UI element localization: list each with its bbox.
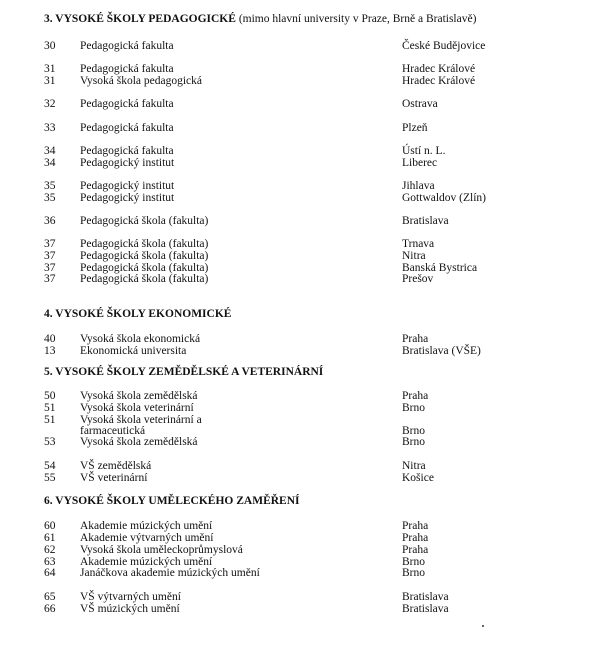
item-number: 63	[44, 556, 56, 568]
item-name: Vysoká škola pedagogická	[80, 75, 202, 87]
item-name: Akademie múzických umění	[80, 556, 213, 568]
list-item	[0, 63, 601, 75]
list-item	[0, 436, 601, 448]
item-number: 64	[44, 567, 56, 579]
item-number: 35	[44, 180, 56, 192]
item-name: Vysoká škola veterinární	[80, 402, 194, 414]
section-title: 4. VYSOKÉ ŠKOLY EKONOMICKÉ	[44, 308, 232, 320]
item-name: Vysoká škola uměleckoprůmyslová	[80, 544, 243, 556]
item-city: Praha	[402, 532, 429, 544]
list-item	[0, 157, 601, 169]
item-city: Nitra	[402, 460, 426, 472]
item-number: 36	[44, 215, 56, 227]
list-item	[0, 520, 601, 532]
item-name: Akademie výtvarných umění	[80, 532, 214, 544]
item-number: 51	[44, 402, 56, 414]
item-city: Trnava	[402, 238, 435, 250]
item-name: Pedagogický institut	[80, 192, 175, 204]
section-title: 5. VYSOKÉ ŠKOLY ZEMĚDĚLSKÉ A VETERINÁRNÍ	[44, 366, 324, 378]
item-city: Praha	[402, 333, 429, 345]
list-item	[0, 603, 601, 615]
section-heading-economic	[44, 308, 231, 320]
item-number: 37	[44, 250, 56, 262]
list-item	[0, 390, 601, 402]
item-city: Brno	[402, 425, 425, 437]
section-heading-pedagogical	[44, 13, 476, 25]
item-number: 66	[44, 603, 56, 615]
item-number: 13	[44, 345, 56, 357]
item-name: Pedagogická škola (fakulta)	[80, 215, 209, 227]
item-name: VŠ veterinární	[80, 472, 148, 484]
list-item	[0, 567, 601, 579]
item-name: Ekonomická universita	[80, 345, 187, 357]
item-city: Prešov	[402, 273, 434, 285]
item-name: VŠ múzických umění	[80, 603, 180, 615]
list-item	[0, 250, 601, 262]
item-number: 34	[44, 145, 56, 157]
item-number: 62	[44, 544, 56, 556]
item-name: Pedagogický institut	[80, 157, 175, 169]
list-item	[0, 180, 601, 192]
item-city: Bratislava	[402, 215, 449, 227]
item-name: VŠ výtvarných umění	[80, 591, 181, 603]
item-number: 50	[44, 390, 56, 402]
list-item	[0, 532, 601, 544]
item-number: 51	[44, 414, 56, 426]
scan-speck	[482, 625, 484, 627]
item-number: 61	[44, 532, 56, 544]
item-city: Ústí n. L.	[402, 145, 446, 157]
list-item	[0, 345, 601, 357]
list-item	[0, 238, 601, 250]
list-item	[0, 75, 601, 87]
item-city: Gottwaldov (Zlín)	[402, 192, 486, 204]
list-item	[0, 122, 601, 134]
item-city: Bratislava (VŠE)	[402, 345, 481, 357]
item-number: 37	[44, 262, 56, 274]
section-note: (mimo hlavní university v Praze, Brně a Bratislavě)	[235, 13, 477, 25]
list-item	[0, 273, 601, 285]
item-city: Ostrava	[402, 98, 438, 110]
item-city: Brno	[402, 567, 425, 579]
list-item	[0, 192, 601, 204]
item-city: Košice	[402, 472, 434, 484]
item-name: Pedagogická škola (fakulta)	[80, 250, 209, 262]
item-number: 35	[44, 192, 56, 204]
item-name: Pedagogická fakulta	[80, 145, 174, 157]
section-title: 3. VYSOKÉ ŠKOLY PEDAGOGICKÉ	[44, 13, 236, 25]
item-number: 40	[44, 333, 56, 345]
list-item	[0, 402, 601, 414]
list-item	[0, 544, 601, 556]
section-heading-arts	[44, 495, 300, 507]
section-title: 6. VYSOKÉ ŠKOLY UMĚLECKÉHO ZAMĚŘENÍ	[44, 495, 300, 507]
item-number: 37	[44, 273, 56, 285]
item-name: Pedagogická škola (fakulta)	[80, 238, 209, 250]
item-name: Pedagogická fakulta	[80, 98, 174, 110]
item-number: 53	[44, 436, 56, 448]
item-name: Akademie múzických umění	[80, 520, 213, 532]
item-number: 30	[44, 40, 56, 52]
list-item	[0, 460, 601, 472]
list-item	[0, 40, 601, 52]
item-name: Pedagogická fakulta	[80, 63, 174, 75]
list-item	[0, 98, 601, 110]
item-city: Praha	[402, 520, 429, 532]
item-city: Hradec Králové	[402, 63, 476, 75]
item-number: 65	[44, 591, 56, 603]
item-number: 31	[44, 75, 56, 87]
item-name: Janáčkova akademie múzických umění	[80, 567, 260, 579]
item-name: Pedagogická fakulta	[80, 40, 174, 52]
item-city: Plzeň	[402, 122, 428, 134]
item-name: VŠ zemědělská	[80, 460, 152, 472]
item-name: Vysoká škola zemědělská	[80, 436, 198, 448]
section-heading-agricultural	[44, 366, 323, 378]
item-city: Nitra	[402, 250, 426, 262]
item-city: Brno	[402, 556, 425, 568]
item-city: Brno	[402, 402, 425, 414]
item-number: 54	[44, 460, 56, 472]
item-city: Banská Bystrica	[402, 262, 478, 274]
item-name: Pedagogická škola (fakulta)	[80, 273, 209, 285]
item-name: Pedagogická fakulta	[80, 122, 174, 134]
item-number: 31	[44, 63, 56, 75]
item-number: 55	[44, 472, 56, 484]
item-name: farmaceutická	[80, 425, 146, 437]
list-item	[0, 472, 601, 484]
item-number: 37	[44, 238, 56, 250]
list-item	[0, 333, 601, 345]
item-city: Brno	[402, 436, 425, 448]
item-number: 32	[44, 98, 56, 110]
item-name: Pedagogická škola (fakulta)	[80, 262, 209, 274]
list-item	[0, 215, 601, 227]
item-name: Vysoká škola veterinární a	[80, 414, 202, 426]
item-number: 60	[44, 520, 56, 532]
item-name: Vysoká škola zemědělská	[80, 390, 198, 402]
list-item	[0, 145, 601, 157]
item-name: Pedagogický institut	[80, 180, 175, 192]
item-city: Praha	[402, 390, 429, 402]
item-number: 33	[44, 122, 56, 134]
item-name: Vysoká škola ekonomická	[80, 333, 201, 345]
item-city: Liberec	[402, 157, 438, 169]
item-city: České Budějovice	[402, 40, 486, 52]
item-city: Bratislava	[402, 603, 449, 615]
item-city: Jihlava	[402, 180, 435, 192]
item-city: Hradec Králové	[402, 75, 476, 87]
list-item	[0, 591, 601, 603]
item-city: Bratislava	[402, 591, 449, 603]
item-city: Praha	[402, 544, 429, 556]
item-number: 34	[44, 157, 56, 169]
